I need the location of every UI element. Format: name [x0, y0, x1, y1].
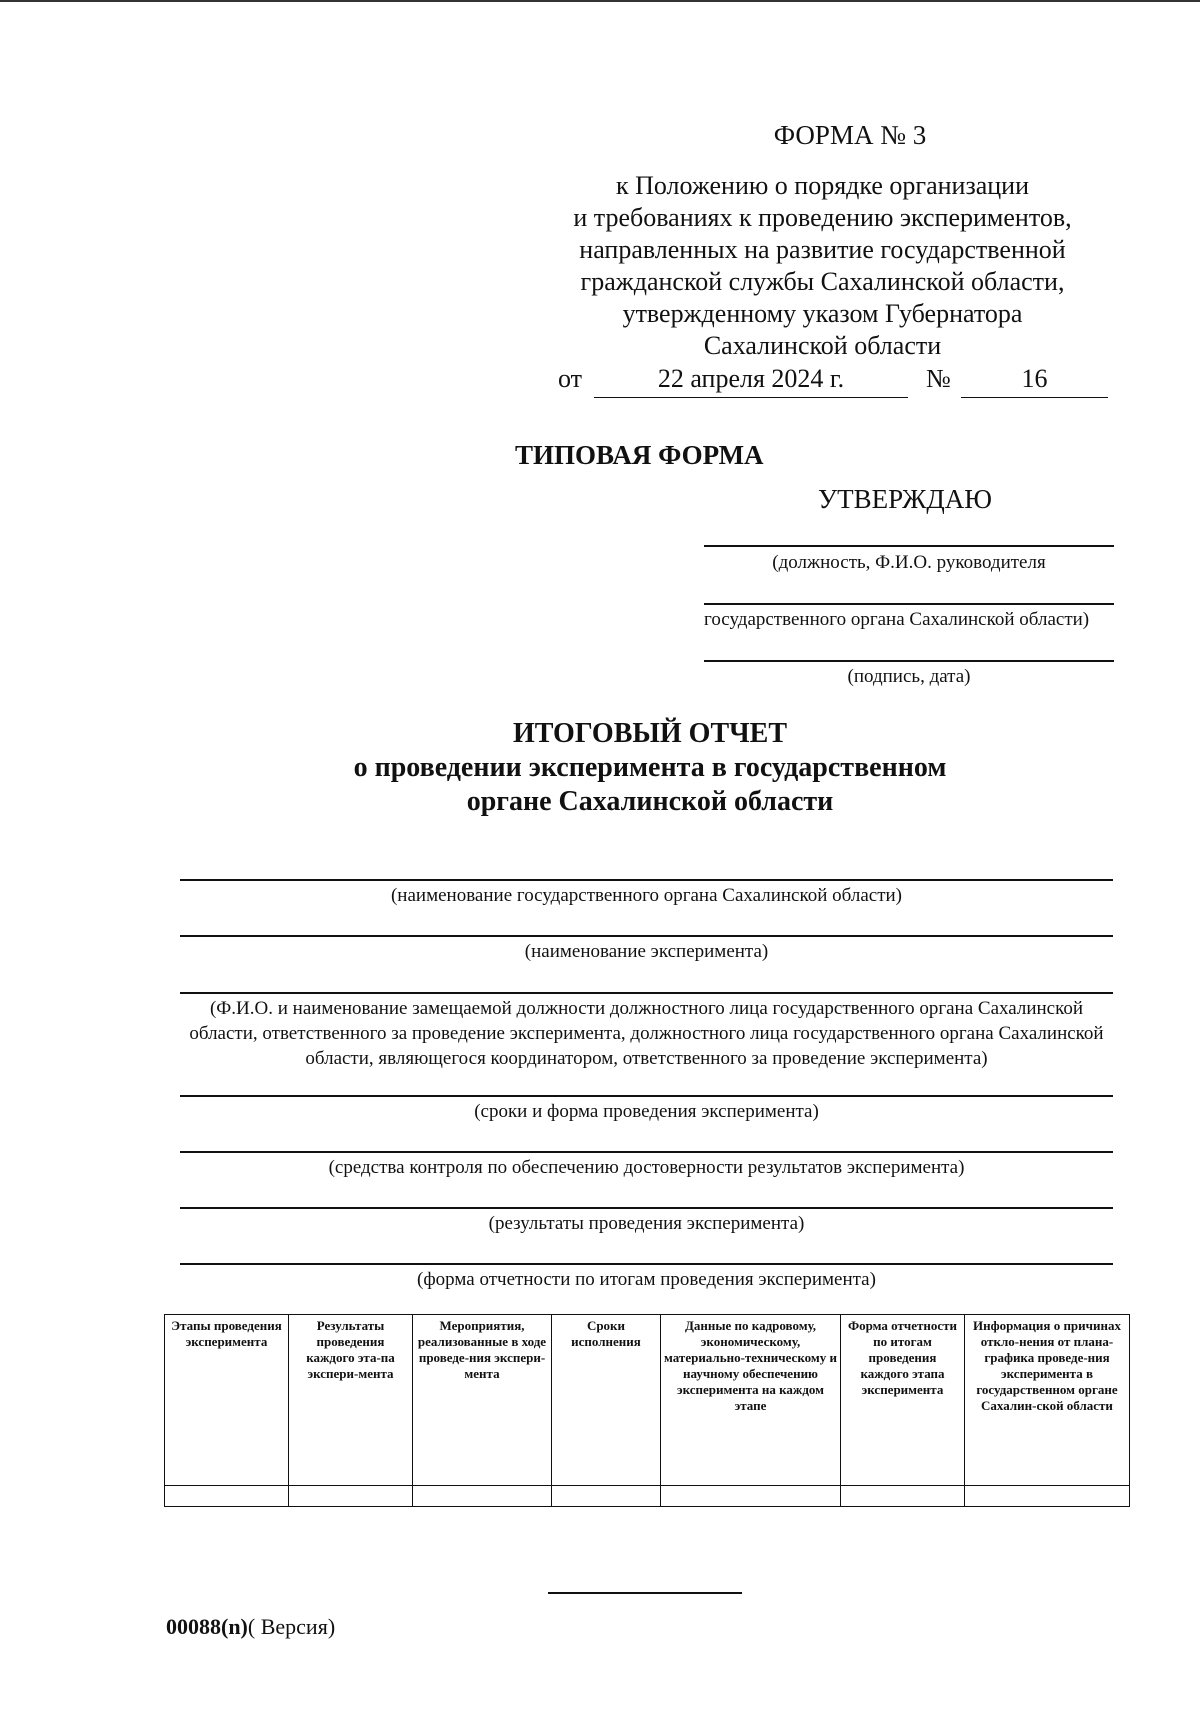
scan-top-edge: [0, 0, 1200, 2]
approval-caption: государственного органа Сахалинской области): [704, 609, 1090, 630]
field-caption: (наименование государственного органа Сахалинской области): [390, 885, 902, 906]
annex-line: Сахалинской области: [703, 331, 942, 360]
annex-line: и требованиях к проведению экспериментов,: [573, 203, 1072, 232]
annex-line: гражданской службы Сахалинской области,: [580, 267, 1065, 296]
approval-line: [704, 603, 1114, 605]
table-cell[interactable]: [289, 1486, 413, 1507]
typical-form-heading: ТИПОВАЯ ФОРМА: [515, 440, 764, 470]
decree-date: 22 апреля 2024 г.: [594, 364, 908, 398]
annex-line: утвержденному указом Губернатора: [622, 299, 1023, 328]
column-header: Данные по кадровому, экономическому, материально-техническому и научному обеспечению эксперимента на каждом этапе: [661, 1315, 841, 1486]
fill-line: [180, 1263, 1113, 1265]
field-caption: (средства контроля по обеспечению достоверности результатов эксперимента): [328, 1157, 965, 1178]
end-rule: [548, 1592, 742, 1594]
fill-line: [180, 1207, 1113, 1209]
fill-line: [180, 1095, 1113, 1097]
signature-line: [704, 660, 1114, 662]
report-title-line: о проведении эксперимента в государственном: [353, 752, 947, 783]
column-header: Этапы проведения эксперимента: [165, 1315, 289, 1486]
table-header-row: [165, 1315, 1130, 1486]
approval-heading: УТВЕРЖДАЮ: [818, 484, 993, 514]
fill-line: [180, 935, 1113, 937]
decree-number: 16: [961, 364, 1108, 398]
table-cell[interactable]: [552, 1486, 661, 1507]
annex-reference: [535, 170, 1110, 362]
number-label: №: [926, 364, 951, 393]
annex-line: направленных на развитие государственной: [579, 235, 1066, 264]
fill-line: [180, 879, 1113, 881]
report-title-line: ИТОГОВЫЙ ОТЧЕТ: [512, 718, 788, 749]
field-caption: (результаты проведения эксперимента): [488, 1213, 805, 1234]
column-header: Форма отчетности по итогам проведения каждого этапа эксперимента: [841, 1315, 965, 1486]
column-header: Информация о причинах откло-нения от плана-графика проведе-ния эксперимента в государственном органе Сахалин-ской области: [965, 1315, 1130, 1486]
column-header: Результаты проведения каждого эта-па экспери-мента: [289, 1315, 413, 1486]
document-version: [166, 1614, 335, 1640]
approval-caption: (должность, Ф.И.О. руководителя: [772, 552, 1046, 573]
annex-line: к Положению о порядке организации: [615, 171, 1030, 200]
field-caption: (форма отчетности по итогам проведения эксперимента): [417, 1269, 876, 1290]
document-code: 00088(n): [166, 1614, 248, 1639]
table-cell[interactable]: [165, 1486, 289, 1507]
decree-date-row: [558, 364, 1108, 400]
table-cell[interactable]: [413, 1486, 552, 1507]
field-caption: (наименование эксперимента): [524, 941, 769, 962]
table-row: [165, 1486, 1130, 1507]
column-header: Мероприятия, реализованные в ходе проведе-ния экспери-мента: [413, 1315, 552, 1486]
fill-line: [180, 1151, 1113, 1153]
field-caption: (сроки и форма проведения эксперимента): [474, 1101, 819, 1122]
from-label: от: [558, 364, 583, 393]
report-title: [250, 717, 1050, 819]
table-cell[interactable]: [841, 1486, 965, 1507]
version-label: ( Версия): [247, 1614, 336, 1639]
report-table: [164, 1314, 1130, 1507]
table-cell[interactable]: [965, 1486, 1130, 1507]
column-header: Сроки исполнения: [552, 1315, 661, 1486]
approval-line: [704, 545, 1114, 547]
table-cell[interactable]: [661, 1486, 841, 1507]
report-title-line: органе Сахалинской области: [466, 786, 834, 817]
signature-caption: (подпись, дата): [847, 666, 971, 687]
form-number: ФОРМА № 3: [773, 120, 927, 150]
fill-line: [180, 992, 1113, 994]
field-caption: (Ф.И.О. и наименование замещаемой должности должностного лица государственного органа Сахалинской области, ответственного за проведение эксперимента, должностного лица государственного органа Сахалинской области, являющегося координатором, ответственного за проведение эксперимента): [189, 998, 1104, 1069]
